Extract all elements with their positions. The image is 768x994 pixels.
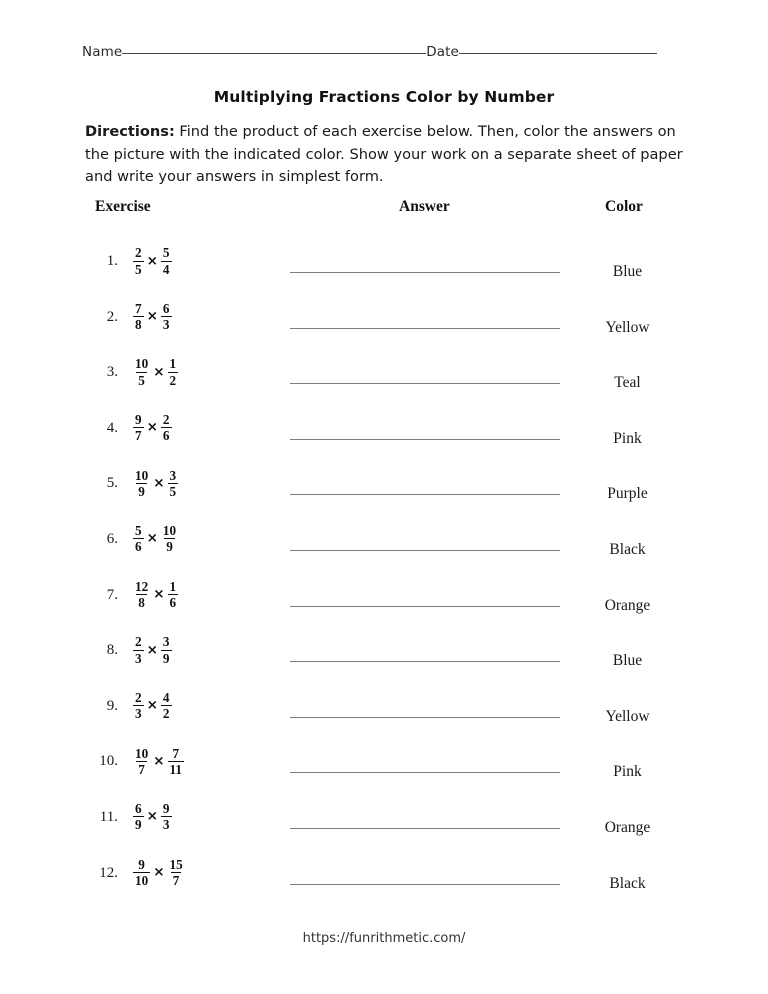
problem-expression <box>133 294 172 340</box>
date-label: Date <box>426 44 459 60</box>
problem-number: 9. <box>106 697 118 714</box>
problem-expression <box>133 516 178 562</box>
fraction-denominator: 4 <box>162 261 170 277</box>
multiplication-sign-icon: × <box>146 419 158 436</box>
problem-number: 12. <box>99 864 118 881</box>
fraction-numerator: 2 <box>162 412 170 428</box>
answer-blank[interactable] <box>290 606 560 607</box>
fraction-numerator: 1 <box>169 356 177 372</box>
second-fraction <box>161 691 172 720</box>
second-fraction <box>168 357 179 386</box>
second-fraction <box>161 635 172 664</box>
color-label: Purple <box>607 485 648 503</box>
second-fraction <box>161 413 172 442</box>
problem-number: 10. <box>99 753 118 770</box>
problem-expression <box>133 460 178 506</box>
fraction-numerator: 9 <box>162 801 170 817</box>
problem-number: 5. <box>106 475 118 492</box>
problem-expression <box>133 349 178 395</box>
second-fraction <box>168 580 179 609</box>
first-fraction <box>133 802 144 831</box>
fraction-numerator: 5 <box>162 245 170 261</box>
problem-number: 3. <box>106 364 118 381</box>
column-header-exercise: Exercise <box>95 198 151 215</box>
directions-label: Directions: <box>85 123 175 140</box>
first-fraction <box>133 413 144 442</box>
fraction-denominator: 8 <box>135 317 142 333</box>
multiplication-sign-icon: × <box>146 530 158 547</box>
answer-blank[interactable] <box>290 717 560 718</box>
problem-row <box>0 792 768 848</box>
fraction-numerator: 10 <box>135 467 149 483</box>
first-fraction <box>133 580 150 609</box>
fraction-denominator: 7 <box>135 428 142 444</box>
date-write-in-rule[interactable] <box>459 53 657 54</box>
name-write-in-rule[interactable] <box>122 53 426 54</box>
color-label: Orange <box>604 818 651 836</box>
first-fraction <box>133 635 144 664</box>
multiplication-sign-icon: × <box>146 252 158 269</box>
answer-blank[interactable] <box>290 328 560 329</box>
answer-blank[interactable] <box>290 772 560 773</box>
color-label: Yellow <box>605 318 650 336</box>
fraction-denominator: 9 <box>162 650 170 666</box>
fraction-denominator: 2 <box>169 372 177 388</box>
problem-expression <box>133 850 185 896</box>
first-fraction <box>133 357 150 386</box>
problem-row <box>0 458 768 514</box>
answer-blank[interactable] <box>290 828 560 829</box>
color-label: Blue <box>612 263 643 280</box>
problem-number: 6. <box>106 530 118 547</box>
fraction-numerator: 2 <box>135 245 142 261</box>
fraction-denominator: 9 <box>135 817 142 833</box>
multiplication-sign-icon: × <box>146 641 158 658</box>
color-label: Blue <box>612 652 643 670</box>
problem-number: 7. <box>106 586 118 603</box>
fraction-denominator: 5 <box>169 483 177 499</box>
first-fraction <box>133 747 150 776</box>
fraction-denominator: 3 <box>135 706 142 722</box>
footer-url: https://funrithmetic.com/ <box>302 931 466 946</box>
fraction-denominator: 10 <box>135 873 149 889</box>
color-label: Pink <box>613 429 642 447</box>
answer-blank[interactable] <box>290 661 560 662</box>
fraction-numerator: 7 <box>172 745 180 761</box>
problem-row <box>0 681 768 737</box>
fraction-numerator: 10 <box>162 523 177 539</box>
problem-expression <box>133 627 172 673</box>
directions-block <box>85 121 687 189</box>
fraction-denominator: 2 <box>162 706 170 722</box>
answer-blank[interactable] <box>290 550 560 551</box>
problem-number: 1. <box>106 253 118 269</box>
fraction-denominator: 11 <box>169 761 182 777</box>
fraction-numerator: 6 <box>162 300 170 316</box>
answer-blank[interactable] <box>290 884 560 885</box>
fraction-denominator: 5 <box>135 261 142 277</box>
problem-row <box>0 292 768 348</box>
fraction-numerator: 2 <box>135 690 142 706</box>
first-fraction <box>133 246 144 275</box>
problem-row <box>0 848 768 904</box>
fraction-numerator: 6 <box>135 801 142 817</box>
problem-expression <box>133 405 172 451</box>
fraction-numerator: 9 <box>135 412 142 428</box>
problem-expression <box>133 238 172 284</box>
fraction-denominator: 7 <box>138 761 145 777</box>
multiplication-sign-icon: × <box>153 864 165 881</box>
problem-expression <box>133 683 172 729</box>
multiplication-sign-icon: × <box>153 474 165 491</box>
problem-row <box>0 736 768 792</box>
problem-row <box>0 403 768 459</box>
fraction-denominator: 6 <box>135 539 142 555</box>
color-label: Pink <box>613 763 642 781</box>
answer-blank[interactable] <box>290 272 560 273</box>
second-fraction <box>161 802 172 831</box>
fraction-denominator: 9 <box>138 483 145 499</box>
color-label: Black <box>609 874 646 892</box>
fraction-denominator: 6 <box>162 428 170 444</box>
name-date-header <box>82 44 682 66</box>
fraction-numerator: 7 <box>135 300 142 316</box>
column-header-answer: Answer <box>399 198 450 215</box>
fraction-denominator: 3 <box>162 317 170 333</box>
problem-row <box>0 347 768 403</box>
name-label: Name <box>82 44 123 60</box>
first-fraction <box>133 469 150 498</box>
fraction-numerator: 10 <box>135 356 149 372</box>
problem-number: 8. <box>106 642 118 659</box>
problem-list <box>0 236 768 903</box>
problem-row <box>0 236 768 292</box>
first-fraction <box>133 858 150 887</box>
fraction-denominator: 3 <box>135 650 142 666</box>
fraction-numerator: 3 <box>169 467 177 483</box>
fraction-denominator: 6 <box>169 595 177 611</box>
color-label: Black <box>609 540 646 558</box>
directions-text: Find the product of each exercise below. Then, color the answers on the picture with the indicated color. Show your work on a separate sheet of paper and write your answers in simplest form. <box>85 123 683 185</box>
multiplication-sign-icon: × <box>146 697 158 714</box>
multiplication-sign-icon: × <box>153 586 165 603</box>
problem-row <box>0 514 768 570</box>
problem-expression <box>133 572 178 618</box>
fraction-numerator: 3 <box>162 634 170 650</box>
second-fraction <box>161 302 172 331</box>
fraction-denominator: 3 <box>162 817 170 833</box>
problem-row <box>0 570 768 626</box>
color-label: Teal <box>614 374 641 392</box>
multiplication-sign-icon: × <box>146 308 158 325</box>
problem-number: 11. <box>99 808 118 825</box>
answer-blank[interactable] <box>290 494 560 495</box>
first-fraction <box>133 691 144 720</box>
page-title: Multiplying Fractions Color by Number <box>213 88 555 106</box>
answer-blank[interactable] <box>290 383 560 384</box>
column-header-color: Color <box>605 198 643 215</box>
second-fraction <box>168 858 185 887</box>
second-fraction <box>168 747 184 776</box>
problem-number: 2. <box>106 308 118 325</box>
column-headers <box>0 198 768 218</box>
multiplication-sign-icon: × <box>153 752 165 769</box>
fraction-denominator: 5 <box>138 372 145 388</box>
answer-blank[interactable] <box>290 439 560 440</box>
fraction-numerator: 2 <box>135 634 142 650</box>
second-fraction <box>161 246 172 275</box>
fraction-denominator: 9 <box>166 539 173 555</box>
fraction-numerator: 5 <box>135 523 142 539</box>
fraction-numerator: 10 <box>135 745 149 761</box>
fraction-numerator: 1 <box>169 578 177 594</box>
problem-expression <box>133 738 184 784</box>
problem-expression <box>133 794 172 840</box>
color-label: Yellow <box>605 707 650 725</box>
fraction-denominator: 8 <box>138 595 145 611</box>
fraction-denominator: 7 <box>172 873 180 889</box>
fraction-numerator: 4 <box>162 690 170 706</box>
multiplication-sign-icon: × <box>153 363 165 380</box>
first-fraction <box>133 302 144 331</box>
color-label: Orange <box>604 596 651 614</box>
second-fraction <box>161 524 178 553</box>
problem-number: 4. <box>106 419 118 436</box>
first-fraction <box>133 524 144 553</box>
problem-row <box>0 625 768 681</box>
fraction-numerator: 12 <box>135 578 149 594</box>
second-fraction <box>168 469 179 498</box>
multiplication-sign-icon: × <box>146 808 158 825</box>
fraction-numerator: 15 <box>169 856 183 872</box>
fraction-numerator: 9 <box>138 856 145 872</box>
